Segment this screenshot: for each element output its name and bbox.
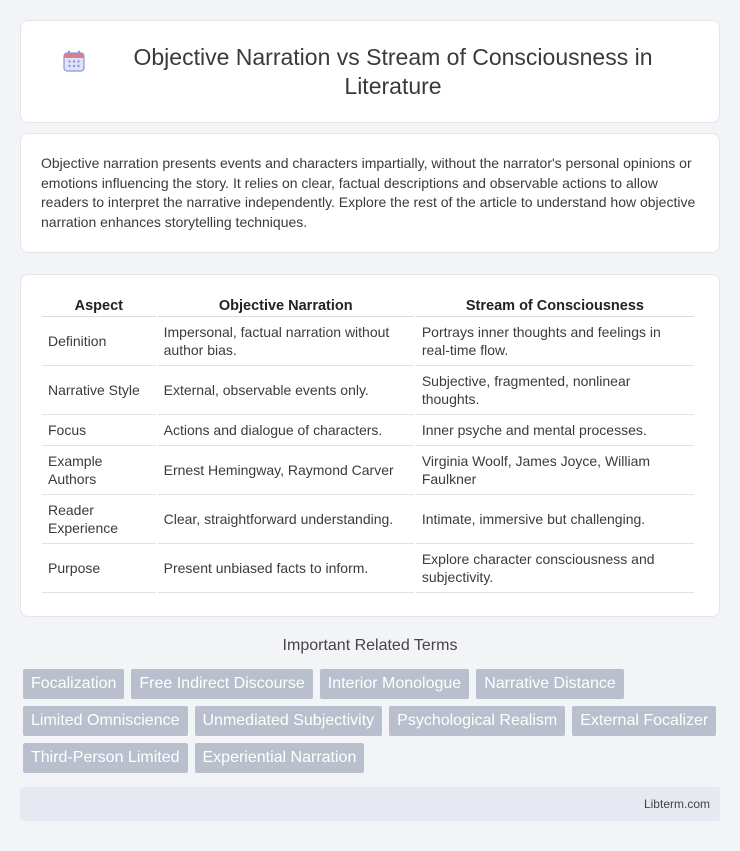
intro-paragraph: Objective narration presents events and characters impartially, without the narrator's personal opinions or emotions influencing the story. It relies on clear, factual descriptions and observable actions to allow readers to interpret the narrative independently. Explore the rest of the article to understand how objective narration enhances storytelling techniques. — [41, 155, 696, 230]
row-objective: Ernest Hemingway, Raymond Carver — [158, 446, 414, 495]
table-row — [42, 495, 694, 544]
tag-focalization[interactable]: Focalization — [23, 669, 124, 699]
tag-row — [23, 706, 723, 736]
tag-narrative-distance[interactable]: Narrative Distance — [476, 669, 624, 699]
tag-external-focalizer[interactable]: External Focalizer — [572, 706, 716, 736]
row-aspect: Purpose — [42, 544, 156, 593]
row-objective: Impersonal, factual narration without author bias. — [158, 317, 414, 366]
row-objective: External, observable events only. — [158, 366, 414, 415]
tag-experiential-narration[interactable]: Experiential Narration — [195, 743, 365, 773]
table-row — [42, 544, 694, 593]
tag-limited-omniscience[interactable]: Limited Omniscience — [23, 706, 188, 736]
row-stream: Explore character consciousness and subjectivity. — [416, 544, 694, 593]
row-objective: Present unbiased facts to inform. — [158, 544, 414, 593]
table-row — [42, 366, 694, 415]
title-card — [20, 20, 720, 123]
table-header-row — [42, 295, 694, 317]
page-title: Objective Narration vs Stream of Consciousness in Literature — [133, 43, 653, 99]
row-objective: Actions and dialogue of characters. — [158, 415, 414, 446]
calendar-icon — [62, 49, 86, 73]
tag-row — [23, 669, 723, 699]
row-objective: Clear, straightforward understanding. — [158, 495, 414, 544]
row-stream: Intimate, immersive but challenging. — [416, 495, 694, 544]
table-row — [42, 317, 694, 366]
row-aspect: Focus — [42, 415, 156, 446]
row-aspect: Reader Experience — [42, 495, 156, 544]
footer — [20, 787, 720, 821]
tag-third-person-limited[interactable]: Third-Person Limited — [23, 743, 188, 773]
footer-brand-link[interactable]: Libterm.com — [643, 797, 710, 811]
row-stream: Subjective, fragmented, nonlinear thoughts. — [416, 366, 694, 415]
header-stream-of-consciousness: Stream of Consciousness — [416, 295, 694, 317]
header-objective-narration: Objective Narration — [158, 295, 414, 317]
tag-interior-monologue[interactable]: Interior Monologue — [320, 669, 469, 699]
related-terms-list — [23, 669, 723, 780]
row-stream: Virginia Woolf, James Joyce, William Faulkner — [416, 446, 694, 495]
tag-row — [23, 743, 723, 773]
header-aspect: Aspect — [42, 295, 156, 317]
row-aspect: Definition — [42, 317, 156, 366]
related-terms-heading: Important Related Terms — [282, 637, 458, 654]
comparison-card — [20, 274, 720, 617]
tag-free-indirect-discourse[interactable]: Free Indirect Discourse — [131, 669, 312, 699]
comparison-table — [40, 295, 696, 593]
row-stream: Inner psyche and mental processes. — [416, 415, 694, 446]
row-stream: Portrays inner thoughts and feelings in real-time flow. — [416, 317, 694, 366]
tag-unmediated-subjectivity[interactable]: Unmediated Subjectivity — [195, 706, 383, 736]
title-row — [50, 43, 690, 101]
table-row — [42, 415, 694, 446]
table-row — [42, 446, 694, 495]
row-aspect: Narrative Style — [42, 366, 156, 415]
row-aspect: Example Authors — [42, 446, 156, 495]
intro-card — [20, 133, 720, 253]
tag-psychological-realism[interactable]: Psychological Realism — [389, 706, 565, 736]
